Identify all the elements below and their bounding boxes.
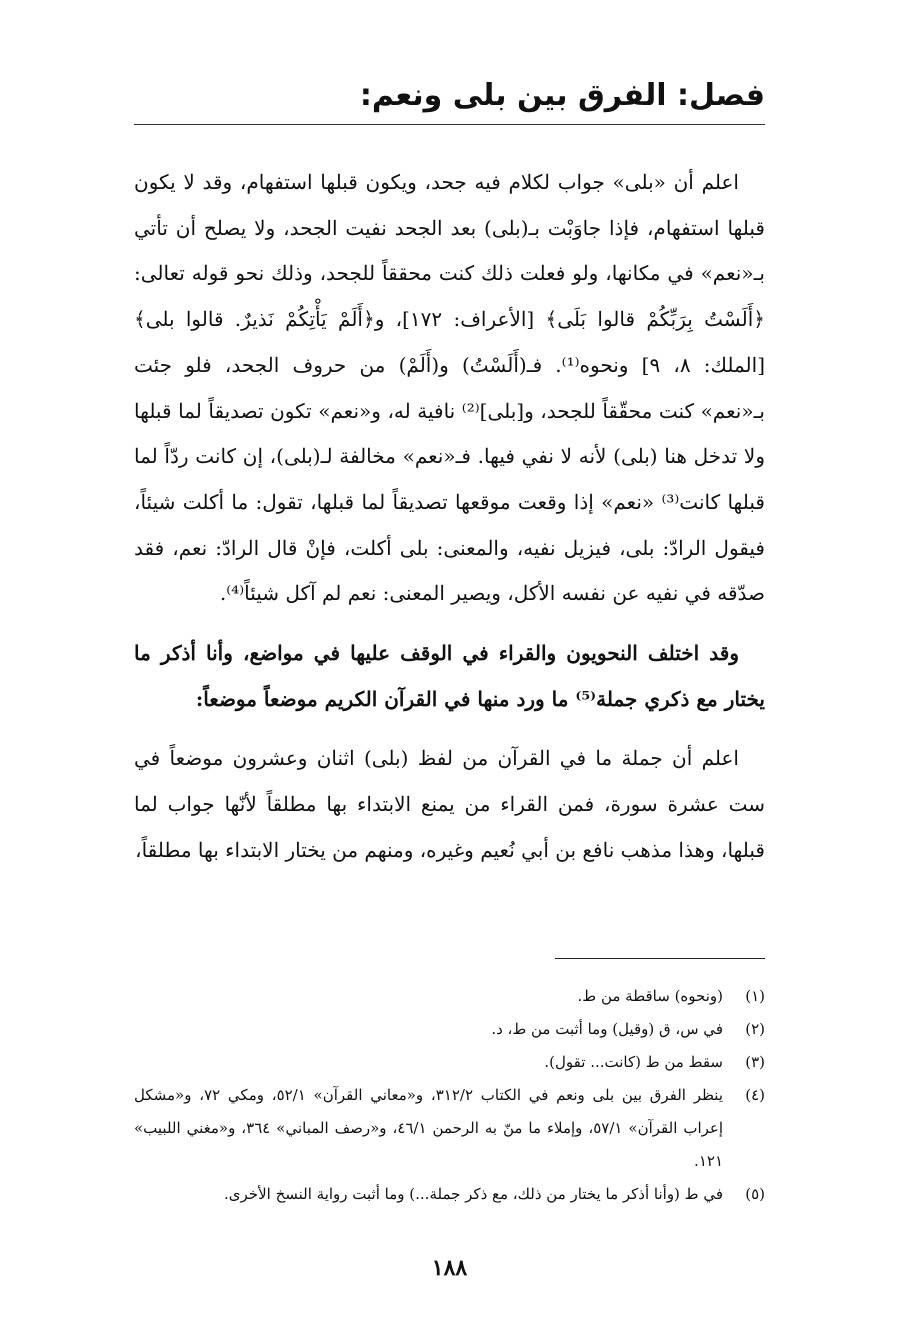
page-number: ١٨٨	[431, 1255, 468, 1281]
footnote-number: (٤)	[745, 1086, 765, 1104]
footnote-number: (٢)	[745, 1020, 765, 1038]
footnote-item	[134, 980, 765, 1013]
footnote-number: (٥)	[745, 1185, 765, 1203]
footnote-item	[134, 1046, 765, 1079]
footnote-text: سقط من ط (كانت... تقول).	[544, 1053, 723, 1071]
section-heading: فصل: الفرق بين بلى ونعم:	[359, 78, 765, 113]
footnote-item	[134, 1013, 765, 1046]
footnote-text: (ونحوه) ساقطة من ط.	[577, 987, 723, 1005]
paragraph-quran-occurrences: اعلم أن جملة ما في القرآن من لفظ (بلى) اثنان وعشرون موضعاً في ست عشرة سورة، فمن القراء من يمنع الابتداء بها مطلقاً لأنّها جواب لما قبلها، وهذا مذهب نافع بن أبي نُعيم وغيره، ومنهم من يختار الابتداء بها مطلقاً،	[134, 746, 765, 862]
paragraph-grammarians-dispute: وقد اختلف النحويون والقراء في الوقف عليها في مواضع، وأنا أذكر ما يختار مع ذكري جملة⁽⁵⁾ ما ورد منها في القرآن الكريم موضعاً موضعاً:	[134, 641, 765, 711]
footnote-text: ينظر الفرق بين بلى ونعم في الكتاب ٣١٢/٢، و«معاني القرآن» ٥٢/١، ومكي ٧٢، و«مشكل إعراب القرآن» ٥٧/١، وإملاء ما منّ به الرحمن ٤٦/١، و«رصف المباني» ٣٦٤، و«مغني اللبيب» ١٢١.	[134, 1086, 724, 1170]
footnote-number: (٣)	[745, 1053, 765, 1071]
footnote-text: في ط (وأنا أذكر ما يختار من ذلك، مع ذكر جملة...) وما أثبت رواية النسخ الأخرى.	[224, 1185, 723, 1203]
paragraph-bala-naam: اعلم أن «بلى» جواب لكلام فيه جحد، ويكون قبلها استفهام، وقد لا يكون قبلها استفهام، فإذا جاوَبْت بـ(بلى) بعد الجحد نفيت الجحد، ولا يصلح أن تأتي بـ«نعم» في مكانها، ولو فعلت ذلك كنت محققاً للجحد، وذلك نحو قوله تعالى: ﴿أَلَسْتُ بِرَبِّكُمْ قالوا بَلَى﴾ [الأعراف: ١٧٢]، و﴿أَلَمْ يَأْتِكُمْ نَذيرٌ. قالوا بلى﴾ [الملك: ٨، ٩] ونحوه⁽¹⁾. فـ(أَلَسْتُ) و(أَلَمْ) من حروف الجحد، فلو جئت بـ«نعم» كنت محقّقاً للجحد، و[بلى]⁽²⁾ نافية له، و«نعم» تكون تصديقاً لما قبلها ولا تدخل هنا (بلى) لأنه لا نفي فيها. فـ«نعم» مخالفة لـ(بلى)، إن كانت ردّاً لما قبلها كانت⁽³⁾ «نعم» إذا وقعت موقعها تصديقاً لما قبلها، تقول: ما أكلت شيئاً، فيقول الرادّ: بلى، فيزيل نفيه، والمعنى: بلى أكلت، فإنْ قال الرادّ: نعم، فقد صدّقه في نفيه عن نفسه الأكل، ويصير المعنى: نعم لم آكل شيئاً⁽⁴⁾.	[134, 170, 766, 606]
footnote-item	[134, 1079, 765, 1178]
footnote-number: (١)	[745, 987, 765, 1005]
footnote-item	[134, 1178, 765, 1211]
main-text	[134, 160, 765, 874]
footnote-text: في س، ق (وقيل) وما أثبت من ط، د.	[491, 1020, 723, 1038]
heading-underline	[134, 124, 765, 125]
footnote-separator	[555, 958, 765, 959]
footnotes-list	[134, 980, 765, 1211]
